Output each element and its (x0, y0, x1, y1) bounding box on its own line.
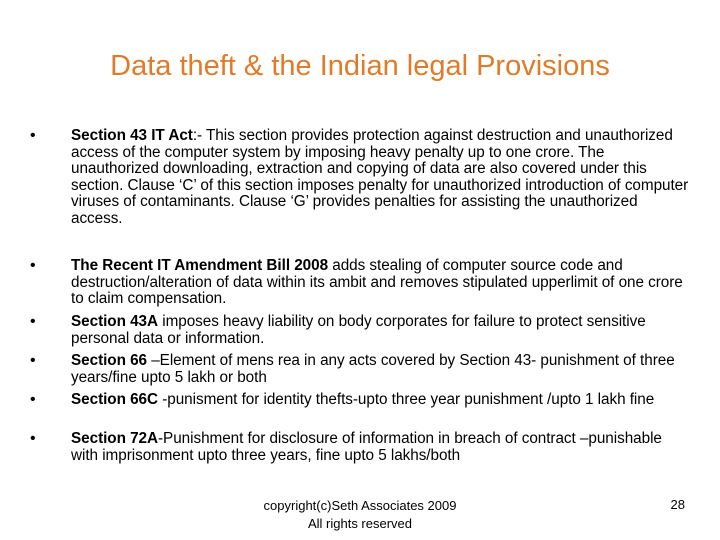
bullet-dot: • (30, 352, 36, 369)
bullet-text (71, 353, 693, 386)
bullet-dot: • (30, 430, 36, 447)
bullet-body: :- This section provides protection against destruction and unauthorized access of the computer system by imposing heavy penalty up to one crore. The unauthorized downloading, extraction and copying of data are also covered under this section. Clause ‘C’ of this section imposes penalty for unauthorized introduction of computer viruses of contaminants. Clause ‘G’ provides penalties for assisting the unauthorized access. (71, 127, 689, 227)
bullet-body: -Punishment for disclosure of information in breach of contract –punishable with imprisonment upto three years, fine upto 5 lakhs/both (71, 430, 662, 464)
bullet-heading: Section 43A (71, 313, 159, 330)
bullet-dot: • (30, 257, 36, 274)
bullet-body: –Element of mens rea in any acts covered by Section 43- punishment of three years/fine upto 5 lakh or both (71, 352, 675, 386)
bullet-heading: The Recent IT Amendment Bill 2008 (71, 257, 329, 274)
bullet-text (71, 128, 693, 227)
bullet-dot: • (30, 313, 36, 330)
page-number: 28 (670, 497, 685, 512)
bullet-heading: Section 43 IT Act (71, 127, 193, 144)
bullet-text (71, 314, 693, 347)
bullet-text (71, 431, 693, 464)
bullet-dot: • (30, 127, 36, 144)
copyright-footer (240, 497, 480, 533)
bullet-heading: Section 66C (71, 391, 159, 408)
copyright-line: copyright(c)Seth Associates 2009 (263, 498, 457, 513)
bullet-text (71, 392, 693, 409)
bullet-text (71, 258, 693, 308)
bullet-body: -punisment for identity thefts-upto three year punishment /upto 1 lakh fine (158, 391, 655, 408)
bullet-heading: Section 66 (71, 352, 148, 369)
bullet-dot: • (30, 391, 36, 408)
bullet-body: adds stealing of computer source code and destruction/alteration of data within its ambit and removes stipulated upperlimit of one crore to claim compensation. (71, 257, 683, 307)
slide-title: Data theft & the Indian legal Provisions (110, 50, 610, 82)
rights-line: All rights reserved (307, 516, 413, 531)
bullet-body: imposes heavy liability on body corporates for failure to protect sensitive personal data or information. (71, 313, 646, 347)
bullet-heading: Section 72A (71, 430, 159, 447)
